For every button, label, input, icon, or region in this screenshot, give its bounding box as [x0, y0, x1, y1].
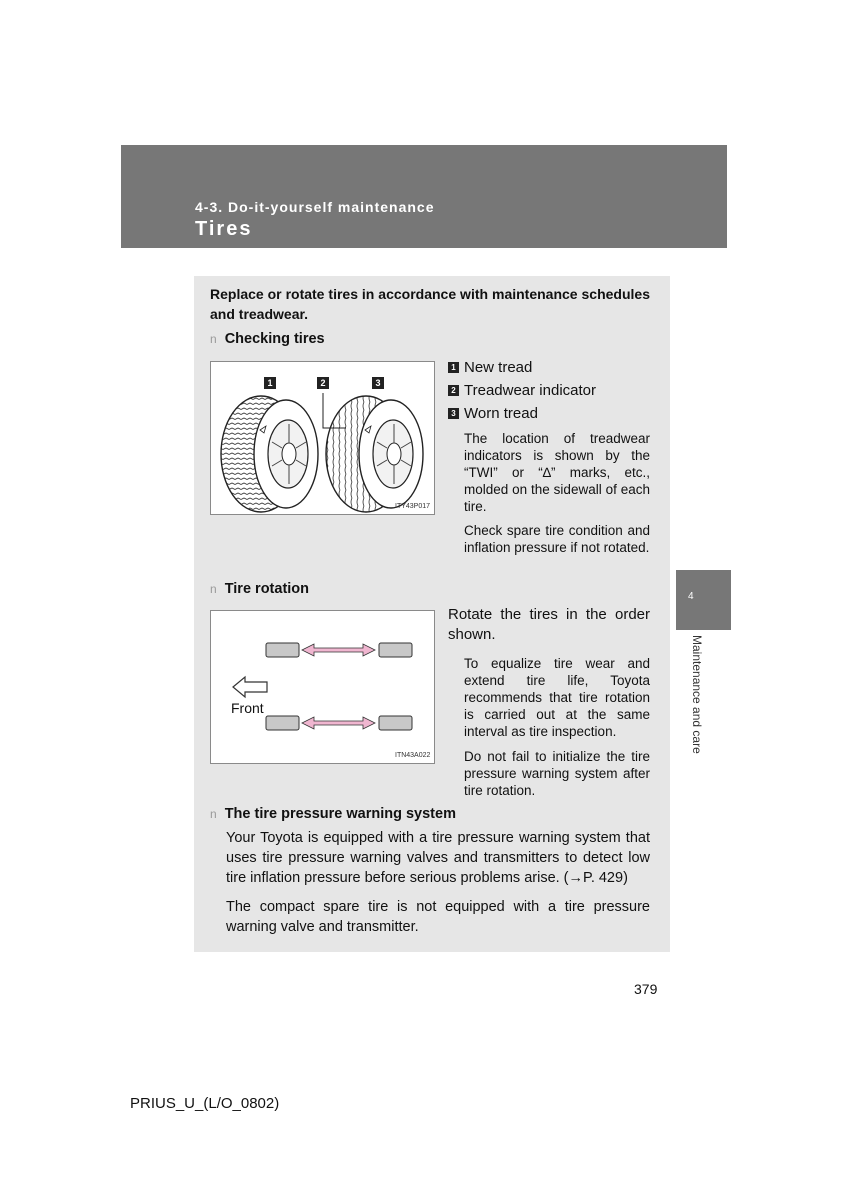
callout-number: 2: [448, 385, 459, 396]
figure-badge-2: 2: [317, 377, 329, 389]
rotation-lead: Rotate the tires in the order shown.: [448, 606, 650, 643]
chapter-tab-label: Maintenance and care: [690, 635, 704, 754]
callout-label: New tread: [464, 359, 533, 376]
bullet-marker: n: [210, 807, 217, 821]
pressure-warning-heading-text: The tire pressure warning system: [224, 806, 456, 822]
callout-treadwear-indicator: [448, 379, 596, 402]
front-swap-arrow: [302, 644, 375, 656]
front-label: Front: [231, 700, 264, 716]
worn-tire: [326, 396, 423, 512]
intro-text: Replace or rotate tires in accordance with maintenance schedules and treadwear.: [210, 286, 650, 322]
spare-check-note: Check spare tire condition and inflation pressure if not rotated.: [464, 523, 650, 555]
section-label: 4-3. Do-it-yourself maintenance: [195, 199, 435, 215]
tire-rotation-heading: [210, 581, 309, 597]
figure-id: ITY43P017: [395, 503, 431, 510]
callout-number: 1: [448, 362, 459, 373]
treadwear-location-note: The location of treadwear indicators is shown by the “TWI” or “∆” marks, etc., molded on the sidewall of each tire.: [464, 431, 650, 514]
bullet-marker: n: [210, 332, 217, 346]
rear-left-tire: [266, 716, 299, 730]
page-title: Tires: [195, 218, 253, 240]
chapter-tab-number: 4: [688, 591, 694, 602]
checking-tires-heading-text: Checking tires: [224, 331, 325, 347]
figure-badge-1: 1: [264, 377, 276, 389]
chapter-tab[interactable]: [676, 570, 731, 630]
bullet-marker: n: [210, 582, 217, 596]
tire-rotation-heading-text: Tire rotation: [224, 581, 310, 597]
figure-id: ITN43A022: [395, 752, 431, 759]
footer-code: PRIUS_U_(L/O_0802): [130, 1095, 280, 1112]
spare-tire-paragraph: The compact spare tire is not equipped with a tire pressure warning valve and transmitter.: [226, 899, 650, 935]
callout-label: Worn tread: [464, 405, 538, 422]
pressure-warning-paragraph: Your Toyota is equipped with a tire pressure warning system that uses tire pressure warning valves and transmitters to detect low tire inflation pressure before serious problems arise. (→P. 429): [226, 830, 650, 886]
pressure-warning-heading: [210, 806, 456, 822]
tire-rotation-diagram: [211, 611, 434, 763]
front-left-tire: [266, 643, 299, 657]
rear-right-tire: [379, 716, 412, 730]
front-direction-arrow: [233, 677, 267, 697]
front-right-tire: [379, 643, 412, 657]
tire-tread-figure: [210, 361, 435, 515]
callout-worn-tread: [448, 402, 596, 425]
new-tire: [221, 396, 318, 512]
tire-rotation-figure: [210, 610, 435, 764]
callout-number: 3: [448, 408, 459, 419]
page-number: 379: [634, 981, 658, 997]
callout-new-tread: [448, 356, 596, 379]
initialize-system-note: Do not fail to initialize the tire pressure warning system after tire rotation.: [464, 749, 650, 798]
rear-swap-arrow: [302, 717, 375, 729]
rotation-interval-note: To equalize tire wear and extend tire life, Toyota recommends that tire rotation is carried out at the same interval as tire inspection.: [464, 656, 650, 739]
callout-list: [448, 356, 596, 425]
checking-tires-heading: [210, 331, 325, 347]
figure-badge-3: 3: [372, 377, 384, 389]
callout-label: Treadwear indicator: [464, 382, 597, 399]
